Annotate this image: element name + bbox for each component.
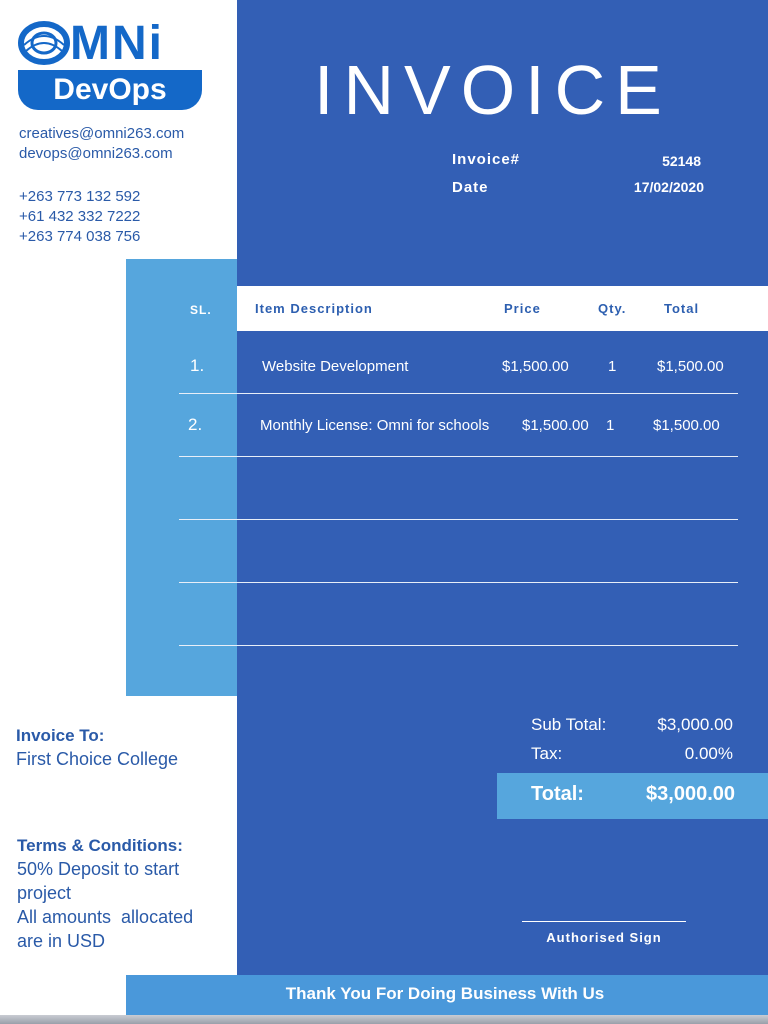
column-header-sl: SL. <box>190 303 212 317</box>
terms-line: 50% Deposit to start <box>17 859 180 879</box>
invoice-number-value: 52148 <box>662 153 701 169</box>
table-side-accent <box>126 259 237 696</box>
phone-3: +263 774 038 756 <box>19 228 141 245</box>
column-header-qty: Qty. <box>598 301 627 316</box>
column-header-price: Price <box>504 301 541 316</box>
terms-line: project <box>17 883 72 903</box>
tax-label: Tax: <box>531 744 563 763</box>
row-1-qty: 1 <box>608 358 617 375</box>
total-label: Total: <box>531 783 584 805</box>
invoice-to-label: Invoice To: <box>16 726 105 745</box>
terms-text <box>17 857 193 953</box>
invoice-to-name: First Choice College <box>16 749 179 769</box>
contact-phones <box>19 187 140 247</box>
signature-label: Authorised Sign <box>546 930 662 945</box>
column-header-description: Item Description <box>255 301 373 316</box>
thank-you-message: Thank You For Doing Business With Us <box>285 984 605 1003</box>
subtotal-value: $3,000.00 <box>657 715 733 734</box>
row-divider <box>179 582 738 583</box>
subtotal-label: Sub Total: <box>531 715 607 734</box>
row-2-sl: 2. <box>188 415 203 434</box>
column-header-total: Total <box>664 301 700 316</box>
row-1-price: $1,500.00 <box>502 358 569 375</box>
logo-bottom-text: DevOps <box>18 70 202 110</box>
phone-2: +61 432 332 7222 <box>19 208 141 225</box>
row-1-total: $1,500.00 <box>657 358 724 375</box>
row-2-description: Monthly License: Omni for schools <box>260 417 490 434</box>
invoice-title: INVOICE <box>314 51 672 129</box>
row-1-sl: 1. <box>190 356 205 375</box>
row-2-price: $1,500.00 <box>522 417 589 434</box>
logo-top-text: MNi <box>70 17 164 70</box>
tax-value: 0.00% <box>684 744 733 763</box>
date-label: Date <box>452 179 489 196</box>
phone-1: +263 773 132 592 <box>19 188 141 205</box>
invoice-number-label: Invoice# <box>452 151 521 168</box>
company-logo <box>18 18 202 111</box>
terms-label: Terms & Conditions: <box>17 836 183 855</box>
bottom-edge-strip <box>0 1015 768 1024</box>
logo-swirl-icon <box>18 21 70 65</box>
row-divider <box>179 456 738 457</box>
row-2-qty: 1 <box>606 417 615 434</box>
terms-line: All amounts allocated <box>17 907 194 927</box>
date-value: 17/02/2020 <box>633 179 704 195</box>
row-2-total: $1,500.00 <box>653 417 720 434</box>
terms-line: are in USD <box>17 931 106 951</box>
email-1: creatives@omni263.com <box>19 125 185 142</box>
row-1-description: Website Development <box>262 358 409 375</box>
contact-emails <box>19 124 184 164</box>
total-value: $3,000.00 <box>646 783 735 805</box>
row-divider <box>179 393 738 394</box>
signature-line <box>522 921 686 922</box>
email-2: devops@omni263.com <box>19 145 173 162</box>
row-divider <box>179 519 738 520</box>
row-divider <box>179 645 738 646</box>
